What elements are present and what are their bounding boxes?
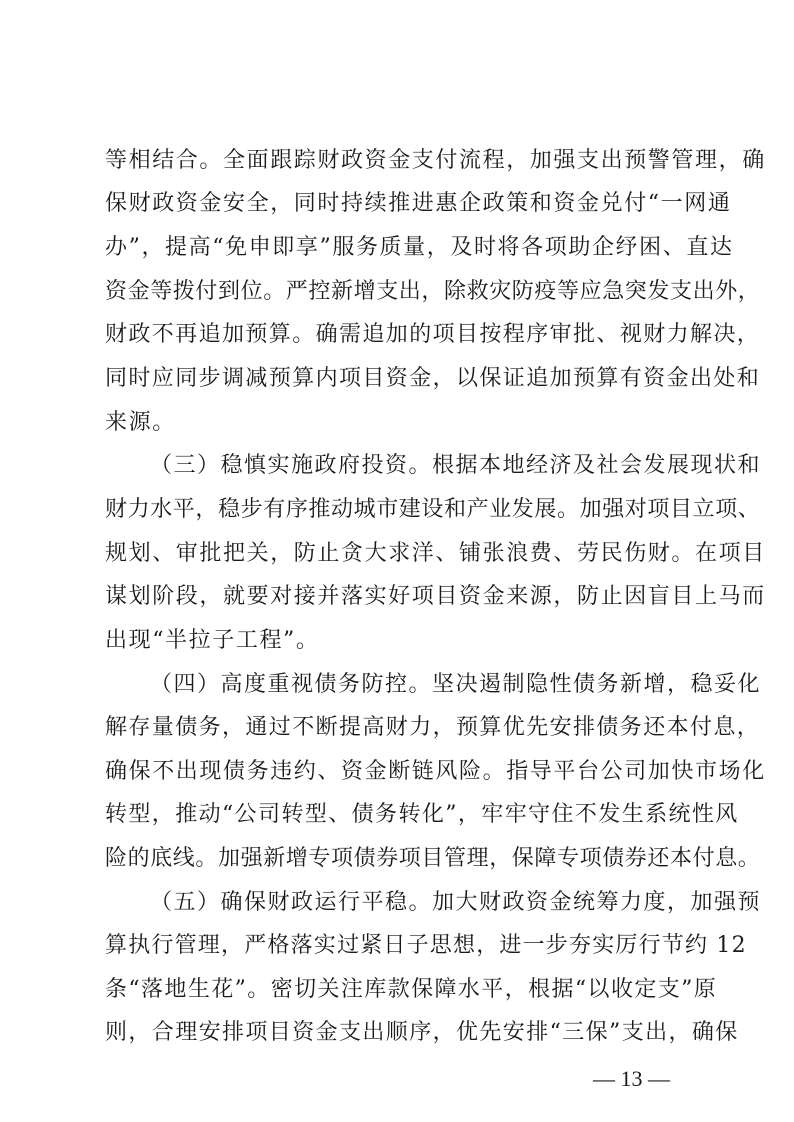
body-text-line: 出现“半拉子工程”。 (105, 628, 320, 653)
body-text-line: 险的底线。加强新增专项债券项目管理，保障专项债券还本付息。 (105, 846, 761, 871)
body-text-line: 条“落地生花”。密切关注库款保障水平，根据“以收定支”原 (105, 977, 718, 1002)
body-text-line: 办”，提高“免申即享”服务质量，及时将各项助企纾困、直达 (105, 235, 734, 260)
body-text-line: 算执行管理，严格落实过紧日子思想，进一步夯实厉行节约 12 (105, 933, 747, 958)
body-text-line: 资金等拨付到位。严控新增支出，除救灾防疫等应急突发支出外， (105, 279, 761, 304)
body-text-line: 财政不再追加预算。确需追加的项目按程序审批、视财力解决， (105, 322, 761, 347)
body-text-line: 则，合理安排项目资金支出顺序，优先安排“三保”支出，确保 (105, 1020, 739, 1045)
page-number: — 13 — (593, 1066, 670, 1091)
section-heading-line: （三）稳慎实施政府投资。根据本地经济及社会发展现状和 (150, 453, 762, 478)
body-text-line: 保财政资金安全，同时持续推进惠企政策和资金兑付“一网通 (105, 191, 732, 216)
body-text-line: 确保不出现债务违约、资金断链风险。指导平台公司加快市场化 (105, 759, 766, 784)
body-text-line: 同时应同步调减预算内项目资金，以保证追加预算有资金出处和 (105, 366, 761, 391)
body-text-line: 解存量债务，通过不断提高财力，预算优先安排债务还本付息， (105, 715, 761, 740)
section-heading-line: （五）确保财政运行平稳。加大财政资金统筹力度，加强预 (150, 890, 762, 915)
body-text-line: 财力水平，稳步有序推动城市建设和产业发展。加强对项目立项、 (105, 497, 761, 522)
body-text-line: 谋划阶段，就要对接并落实好项目资金来源，防止因盲目上马而 (105, 584, 766, 609)
body-text-line: 来源。 (105, 410, 176, 435)
body-text-line: 转型，推动“公司转型、债务转化”，牢牢守住不发生系统性风 (105, 802, 739, 827)
body-text-line: 规划、审批把关，防止贪大求洋、铺张浪费、劳民伤财。在项目 (105, 541, 766, 566)
body-text-line: 等相结合。全面跟踪财政资金支付流程，加强支出预警管理，确 (105, 148, 766, 173)
section-heading-line: （四）高度重视债务防控。坚决遏制隐性债务新增，稳妥化 (150, 672, 762, 697)
